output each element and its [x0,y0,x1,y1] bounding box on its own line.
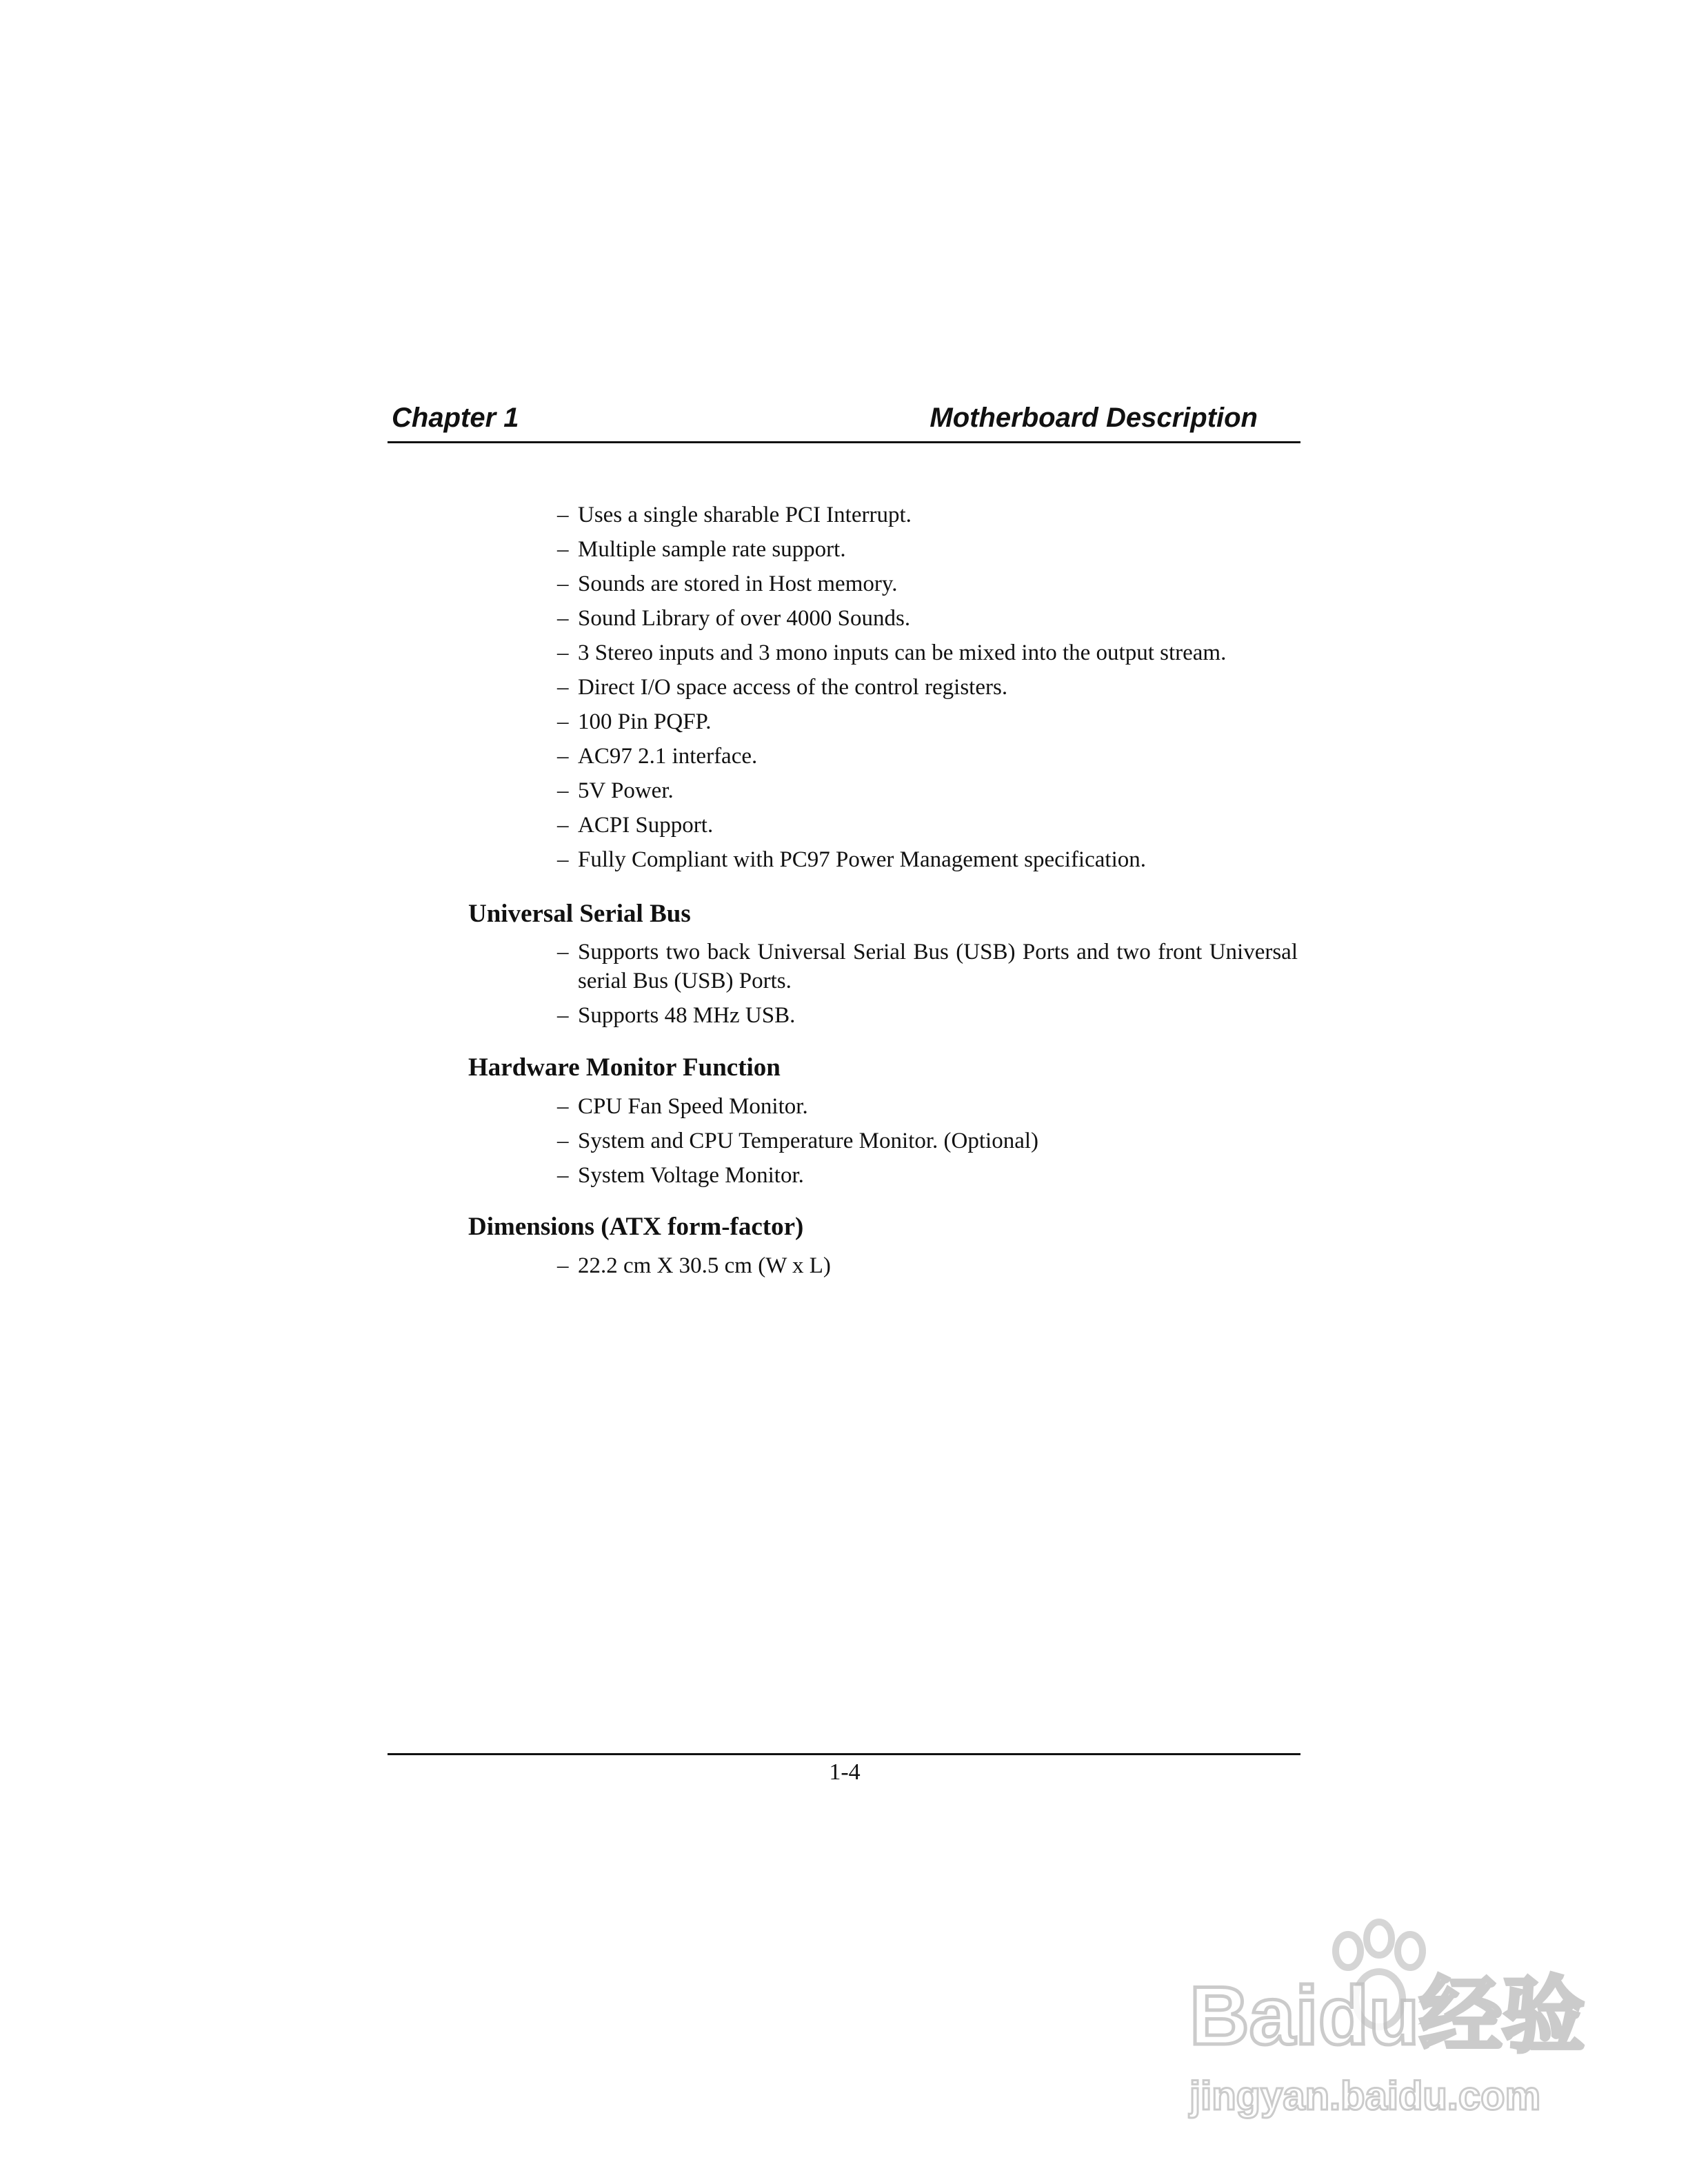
usb-feature-list [557,938,1298,1035]
hardware-monitor-list [557,1092,1298,1195]
list-item: – Supports two back Universal Serial Bus (USB) Ports and two front Universal serial Bus (USB) Ports. [557,940,1298,993]
list-item: – Sound Library of over 4000 Sounds. [557,606,911,631]
list-item: – ACPI Support. [557,813,714,838]
list-item: – 100 Pin PQFP. [557,709,712,734]
list-item: – Fully Compliant with PC97 Power Management specification. [557,847,1146,872]
list-item: – System and CPU Temperature Monitor. (Optional) [557,1129,1038,1153]
list-item: – AC97 2.1 interface. [557,744,758,769]
audio-feature-list [557,501,1298,880]
list-item: – Supports 48 MHz USB. [557,1003,796,1028]
usb-heading: Universal Serial Bus [468,900,691,928]
dimensions-list [557,1251,1298,1286]
list-item: – 3 Stereo inputs and 3 mono inputs can be mixed into the output stream. [557,640,1227,665]
list-item: – Multiple sample rate support. [557,537,846,562]
watermark-brand: Baidu经验 [1189,1970,1585,2062]
list-item: – 22.2 cm X 30.5 cm (W x L) [557,1253,831,1278]
chapter-label: Chapter 1 [392,403,519,433]
list-item: – Direct I/O space access of the control registers. [557,675,1008,700]
dimensions-heading: Dimensions (ATX form-factor) [468,1213,804,1241]
hardware-monitor-heading: Hardware Monitor Function [468,1053,781,1082]
list-item: – Uses a single sharable PCI Interrupt. [557,503,912,527]
footer-divider [388,1753,1300,1755]
list-item: – System Voltage Monitor. [557,1163,804,1188]
page-number: 1-4 [829,1759,861,1785]
page-header [388,403,1300,443]
list-item: – CPU Fan Speed Monitor. [557,1094,808,1119]
page-title: Motherboard Description [930,403,1258,433]
list-item: – Sounds are stored in Host memory. [557,572,898,596]
list-item: – 5V Power. [557,778,674,803]
baidu-watermark-logo [1172,1903,1586,2123]
watermark-url: jingyan.baidu.com [1189,2074,1541,2119]
